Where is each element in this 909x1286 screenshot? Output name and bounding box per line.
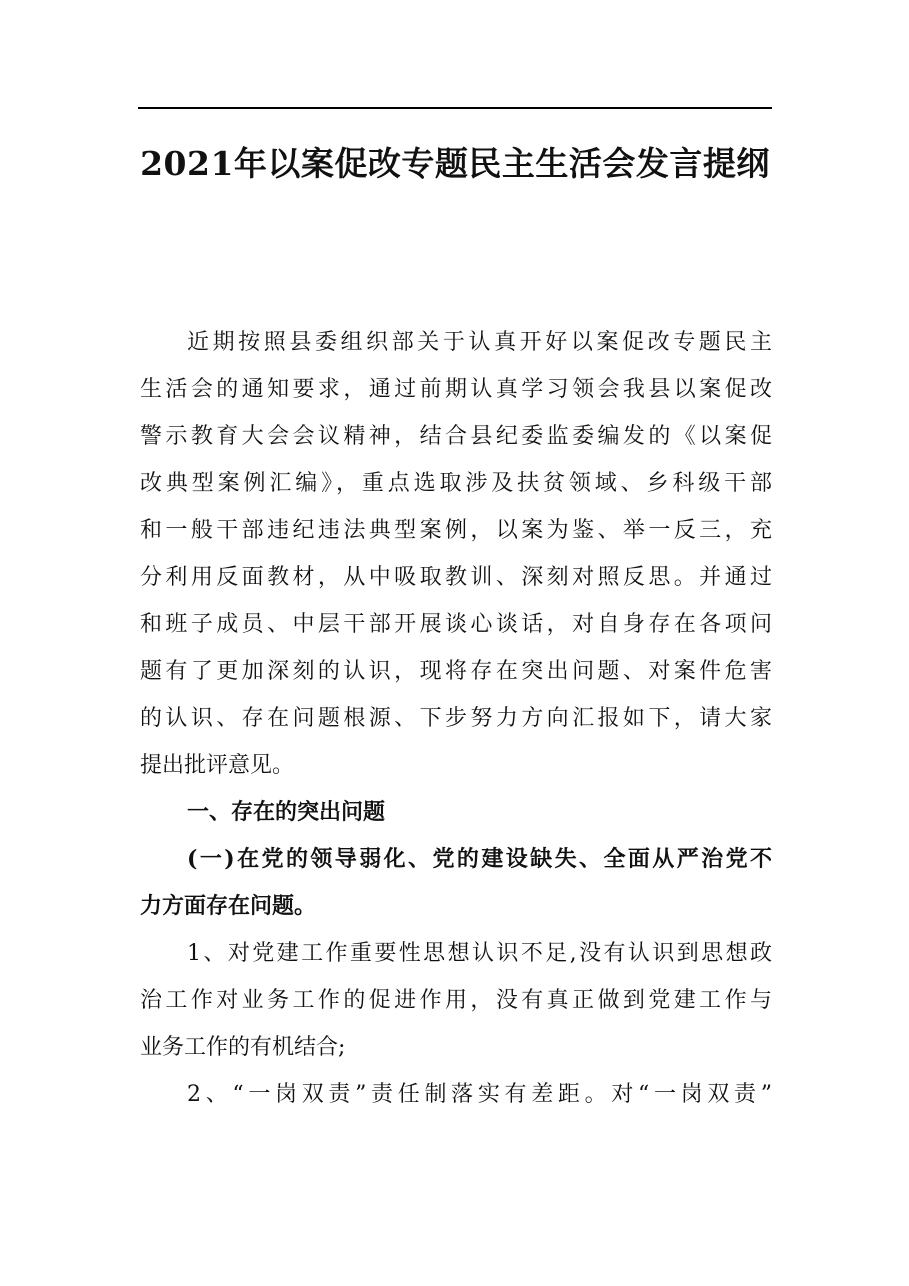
- item-line: 业务工作的有机结合;: [140, 1035, 346, 1060]
- paragraph-line: 改典型案例汇编》，重点选取涉及扶贫领域、乡科级干部: [140, 471, 772, 496]
- paragraph-line: 生活会的通知要求，通过前期认真学习领会我县以案促改: [140, 377, 772, 402]
- item-line: 治工作对业务工作的促进作用，没有真正做到党建工作与: [140, 988, 772, 1013]
- paragraph-line: 提出批评意见。: [140, 753, 295, 778]
- item-line: 2、“一岗双责”责任制落实有差距。对“一岗双责”: [187, 1082, 772, 1107]
- header-rule: [138, 107, 772, 109]
- paragraph-line: 题有了更加深刻的认识，现将存在突出问题、对案件危害: [140, 659, 772, 684]
- paragraph-line: 分利用反面教材，从中吸取教训、深刻对照反思。并通过: [140, 565, 772, 590]
- subsection-heading-line: 力方面存在问题。: [140, 893, 317, 919]
- paragraph-line: 近期按照县委组织部关于认真开好以案促改专题民主: [187, 330, 772, 355]
- paragraph-line: 的认识、存在问题根源、下步努力方向汇报如下，请大家: [140, 706, 772, 731]
- paragraph-line: 和一般干部违纪违法典型案例，以案为鉴、举一反三，充: [140, 518, 772, 543]
- item-line: 1、对党建工作重要性思想认识不足,没有认识到思想政: [187, 941, 772, 966]
- section-heading: 一、存在的突出问题: [187, 799, 386, 825]
- document-body: [140, 319, 772, 1118]
- subsection-heading-line: (一)在党的领导弱化、党的建设缺失、全面从严治党不: [187, 846, 772, 872]
- paragraph-line: 警示教育大会会议精神，结合县纪委监委编发的《以案促: [140, 424, 772, 449]
- document-title: 2021年以案促改专题民主生活会发言提纲: [140, 144, 770, 183]
- paragraph-line: 和班子成员、中层干部开展谈心谈话，对自身存在各项问: [140, 612, 772, 637]
